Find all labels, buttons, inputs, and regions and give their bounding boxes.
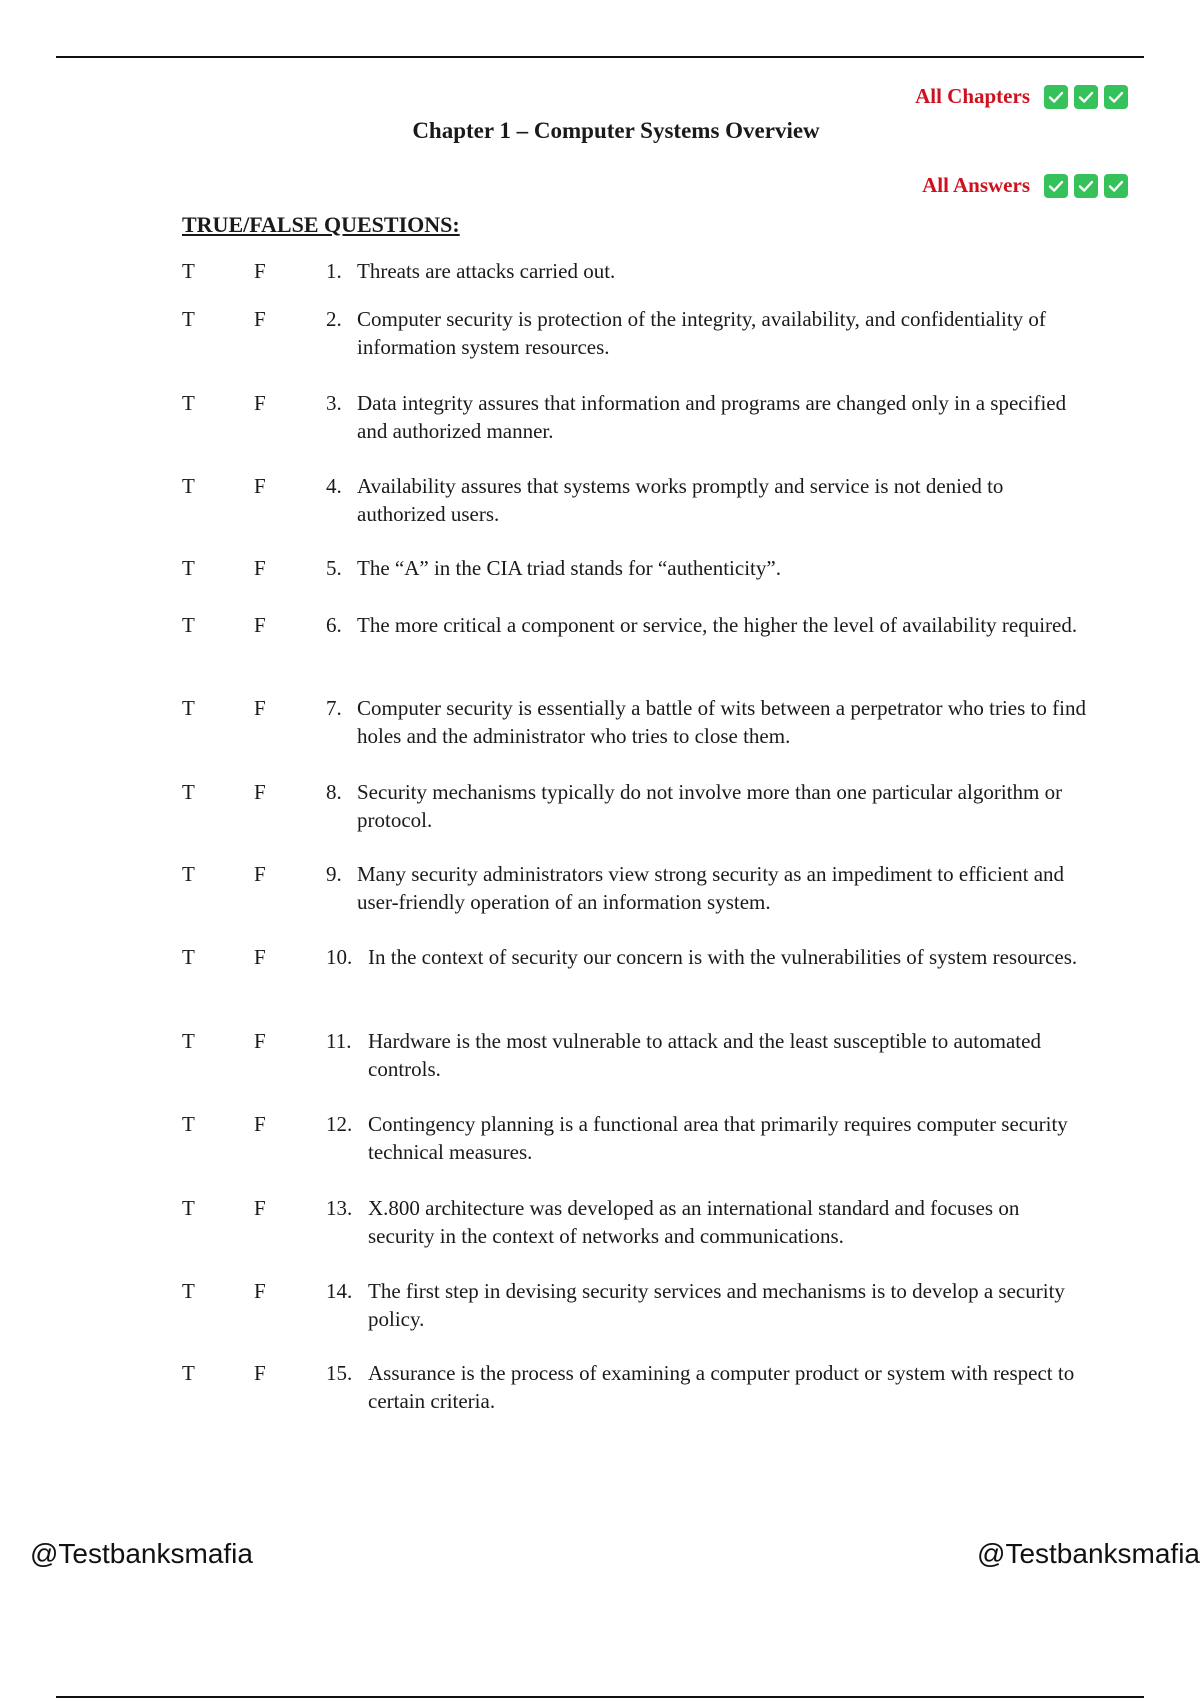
question-number: 13.	[326, 1196, 353, 1220]
false-option[interactable]: F	[254, 307, 266, 331]
question-number: 14.	[326, 1279, 353, 1303]
false-option[interactable]: F	[254, 1196, 266, 1220]
question-text: The more critical a component or service, the higher the level of availability required.	[357, 613, 1078, 637]
check-icon	[1044, 85, 1068, 109]
question-number: 8.	[326, 780, 342, 804]
question-number: 12.	[326, 1112, 353, 1136]
question-item	[182, 611, 1082, 671]
false-option[interactable]: F	[254, 474, 266, 498]
true-option[interactable]: T	[182, 945, 195, 969]
question-number: 15.	[326, 1361, 353, 1385]
question-item	[182, 860, 1082, 920]
question-text: Hardware is the most vulnerable to attack and the least susceptible to automated controls.	[368, 1029, 1041, 1081]
watermark-left: @Testbanksmafia	[30, 1538, 253, 1569]
question-item	[182, 1110, 1082, 1170]
false-option[interactable]: F	[254, 1029, 266, 1053]
all-chapters-label[interactable]: All Chapters	[915, 84, 1030, 108]
true-option[interactable]: T	[182, 613, 195, 637]
question-text: Computer security is essentially a battle of wits between a perpetrator who tries to find holes and the administrator who tries to close them.	[357, 696, 1086, 748]
top-rule	[56, 56, 1144, 58]
false-option[interactable]: F	[254, 780, 266, 804]
true-option[interactable]: T	[182, 862, 195, 886]
true-option[interactable]: T	[182, 391, 195, 415]
true-option[interactable]: T	[182, 1196, 195, 1220]
true-option[interactable]: T	[182, 780, 195, 804]
all-answers-label[interactable]: All Answers	[922, 173, 1030, 197]
check-icon	[1074, 174, 1098, 198]
false-option[interactable]: F	[254, 1361, 266, 1385]
question-item	[182, 1277, 1082, 1337]
question-item	[182, 1194, 1082, 1254]
all-chapters-badge[interactable]	[915, 84, 1128, 109]
question-number: 3.	[326, 391, 342, 415]
question-number: 1.	[326, 259, 342, 283]
question-item	[182, 1359, 1082, 1419]
false-option[interactable]: F	[254, 1112, 266, 1136]
true-option[interactable]: T	[182, 307, 195, 331]
bottom-rule	[56, 1696, 1144, 1698]
false-option[interactable]: F	[254, 391, 266, 415]
question-text: The first step in devising security services and mechanisms is to develop a security policy.	[368, 1279, 1065, 1331]
true-option[interactable]: T	[182, 1112, 195, 1136]
question-number: 2.	[326, 307, 342, 331]
question-item	[182, 943, 1082, 1003]
question-item	[182, 554, 1082, 614]
all-answers-badge[interactable]	[922, 173, 1128, 198]
question-number: 10.	[326, 945, 353, 969]
question-number: 4.	[326, 474, 342, 498]
check-icon	[1104, 85, 1128, 109]
watermark-right: @Testbanksmafia	[977, 1538, 1200, 1569]
true-option[interactable]: T	[182, 1279, 195, 1303]
question-text: Security mechanisms typically do not involve more than one particular algorithm or protocol.	[357, 780, 1063, 832]
false-option[interactable]: F	[254, 862, 266, 886]
false-option[interactable]: F	[254, 696, 266, 720]
chapter-title: Chapter 1 – Computer Systems Overview	[412, 118, 820, 143]
question-number: 6.	[326, 613, 342, 637]
question-number: 11.	[326, 1029, 352, 1053]
section-heading: TRUE/FALSE QUESTIONS:	[182, 212, 460, 237]
false-option[interactable]: F	[254, 613, 266, 637]
true-option[interactable]: T	[182, 696, 195, 720]
question-item	[182, 778, 1082, 838]
question-text: The “A” in the CIA triad stands for “authenticity”.	[357, 556, 781, 580]
question-item	[182, 694, 1086, 754]
question-text: X.800 architecture was developed as an international standard and focuses on security in the context of networks and communications.	[368, 1196, 1020, 1248]
true-option[interactable]: T	[182, 259, 195, 283]
question-text: Assurance is the process of examining a computer product or system with respect to certain criteria.	[368, 1361, 1075, 1413]
check-icon	[1044, 174, 1068, 198]
question-number: 9.	[326, 862, 342, 886]
question-text: Contingency planning is a functional area that primarily requires computer security technical measures.	[368, 1112, 1068, 1164]
question-item	[182, 1027, 1082, 1087]
false-option[interactable]: F	[254, 945, 266, 969]
true-option[interactable]: T	[182, 556, 195, 580]
false-option[interactable]: F	[254, 556, 266, 580]
false-option[interactable]: F	[254, 1279, 266, 1303]
question-text: Availability assures that systems works promptly and service is not denied to authorized users.	[357, 474, 1004, 526]
true-option[interactable]: T	[182, 474, 195, 498]
question-number: 5.	[326, 556, 342, 580]
question-text: Computer security is protection of the integrity, availability, and confidentiality of information system resources.	[357, 307, 1046, 359]
question-text: In the context of security our concern is with the vulnerabilities of system resources.	[368, 945, 1078, 969]
true-option[interactable]: T	[182, 1361, 195, 1385]
question-item	[182, 472, 1082, 532]
question-text: Data integrity assures that information and programs are changed only in a specified and authorized manner.	[357, 391, 1067, 443]
question-item	[182, 389, 1082, 449]
false-option[interactable]: F	[254, 259, 266, 283]
question-text: Many security administrators view strong security as an impediment to efficient and user-friendly operation of an information system.	[357, 862, 1065, 914]
check-icon	[1104, 174, 1128, 198]
check-icon	[1074, 85, 1098, 109]
true-option[interactable]: T	[182, 1029, 195, 1053]
question-number: 7.	[326, 696, 342, 720]
question-item	[182, 305, 1082, 365]
question-text: Threats are attacks carried out.	[357, 259, 616, 283]
